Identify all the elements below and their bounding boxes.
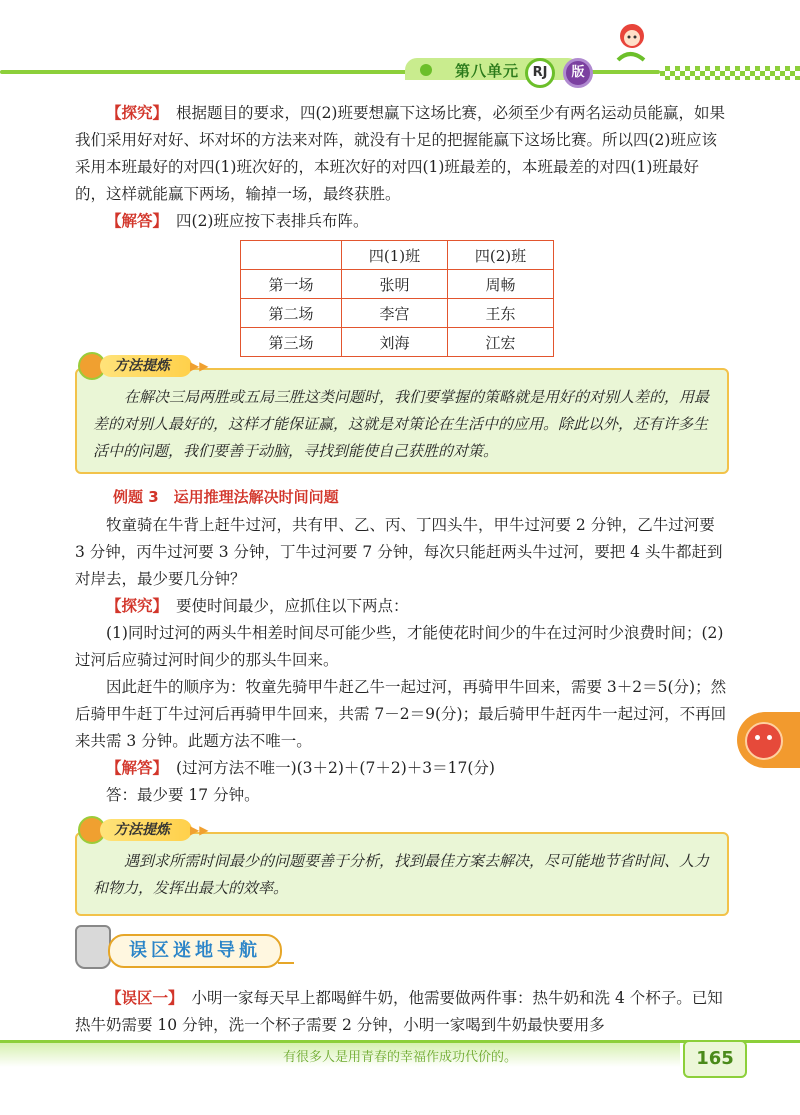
table-cell: 江宏 [448, 328, 554, 357]
lineup-table [240, 240, 554, 357]
misconception-heading: 误区迷地导航 [108, 934, 282, 968]
unit-title: 第八单元 [455, 62, 520, 80]
table-row [241, 299, 554, 328]
answer-tag: 【解答】 [106, 212, 169, 230]
table-cell: 王东 [448, 299, 554, 328]
robot-mascot-icon [75, 925, 111, 969]
explore-paragraph-2 [75, 593, 727, 620]
answer-conclusion: 答：最少要 17 分钟。 [106, 786, 260, 804]
checker-pattern [660, 66, 800, 80]
answer-tag: 【解答】 [106, 759, 169, 777]
fox-eye-icon [767, 735, 772, 740]
answer-equation: (过河方法不唯一)(3＋2)＋(7＋2)＋3＝17(分) [176, 759, 495, 777]
mascot-icon [610, 20, 650, 64]
method-label: 方法提炼 [100, 355, 192, 377]
method-box-2 [75, 832, 729, 916]
explore-points: (1)同时过河的两头牛相差时间尽可能少些，才能使花时间少的牛在过河时少浪费时间；(2)过河后应骑过河时间少的那头牛回来。 [75, 624, 724, 669]
arrows-icon: ▶▶ [190, 359, 209, 373]
table-header-cell [241, 241, 342, 270]
edition-badge: 版 [563, 58, 593, 88]
table-header-cell: 四(2)班 [448, 241, 554, 270]
example-title: 例题 3 运用推理法解决时间问题 [113, 488, 339, 506]
page-number: 165 [683, 1040, 747, 1078]
table-cell: 第二场 [241, 299, 342, 328]
footer-motto: 有很多人是用青春的幸福作成功代价的。 [282, 1050, 517, 1065]
table-cell: 李宫 [342, 299, 448, 328]
method-text: 遇到求所需时间最少的问题要善于分析，找到最佳方案去解决，尽可能地节省时间、人力和物力，发挥出最大的效率。 [93, 852, 710, 897]
rj-badge: RJ [525, 58, 555, 88]
fox-eye-icon [755, 735, 760, 740]
table-cell: 刘海 [342, 328, 448, 357]
explore-tag: 【探究】 [106, 597, 169, 615]
method-text: 在解决三局两胜或五局三胜这类问题时，我们要掌握的策略就是用好的对别人差的，用最差的对别人最好的，这样才能保证赢，这就是对策论在生活中的应用。除此以外，还有许多生活中的问题，我们要善于动脑，寻找到能使自己获胜的对策。 [93, 388, 710, 460]
example-problem: 牧童骑在牛背上赶牛过河，共有甲、乙、丙、丁四头牛，甲牛过河要 2 分钟，乙牛过河要 3 分钟，丙牛过河要 3 分钟，丁牛过河要 7 分钟，每次只能赶两头牛过河，要把 4 头牛都赶到对岸去，最少要几分钟？ [75, 516, 723, 588]
header-dot-icon [420, 64, 432, 76]
table-cell: 张明 [342, 270, 448, 299]
explore-paragraph-1 [75, 100, 727, 208]
answer-paragraph-2 [75, 755, 727, 782]
explore-intro: 要使时间最少，应抓住以下两点： [176, 597, 409, 615]
answer-paragraph-1 [75, 208, 727, 235]
explore-order: 因此赶牛的顺序为：牧童先骑甲牛赶乙牛一起过河，再骑甲牛回来，需要 3＋2＝5(分)；然后骑甲牛赶丁牛过河后再骑甲牛回来，共需 7－2＝9(分)；最后骑甲牛赶丙牛一起过河，不再回来共需 3 分钟。此题方法不唯一。 [75, 678, 727, 750]
fox-face-icon [745, 722, 783, 760]
table-row [241, 328, 554, 357]
table-cell: 周畅 [448, 270, 554, 299]
arrows-icon: ▶▶ [190, 823, 209, 837]
method-box-1 [75, 368, 729, 474]
method-label: 方法提炼 [100, 819, 192, 841]
table-header-row [241, 241, 554, 270]
misconception-paragraph [75, 985, 727, 1039]
heading-tail [278, 962, 294, 964]
footer-rule [0, 1040, 800, 1043]
answer-text: 四(2)班应按下表排兵布阵。 [176, 212, 369, 230]
table-cell: 第一场 [241, 270, 342, 299]
misconception-text: 小明一家每天早上都喝鲜牛奶，他需要做两件事：热牛奶和洗 4 个杯子。已知热牛奶需要 10 分钟，洗一个杯子需要 2 分钟，小明一家喝到牛奶最快要用多 [75, 989, 723, 1034]
table-header-cell: 四(1)班 [342, 241, 448, 270]
misconception-tag: 【误区一】 [106, 989, 184, 1007]
explore-text: 根据题目的要求，四(2)班要想赢下这场比赛，必须至少有两名运动员能赢，如果我们采用好对好、坏对坏的方法来对阵，就没有十足的把握能赢下这场比赛。所以四(2)班应该采用本班最好的对四(1)班次好的，本班次好的对四(1)班最差的，本班最差的对四(1)班最好的，这样就能赢下两场，输掉一场，最终获胜。 [75, 104, 725, 203]
explore-tag: 【探究】 [106, 104, 169, 122]
table-row [241, 270, 554, 299]
table-cell: 第三场 [241, 328, 342, 357]
